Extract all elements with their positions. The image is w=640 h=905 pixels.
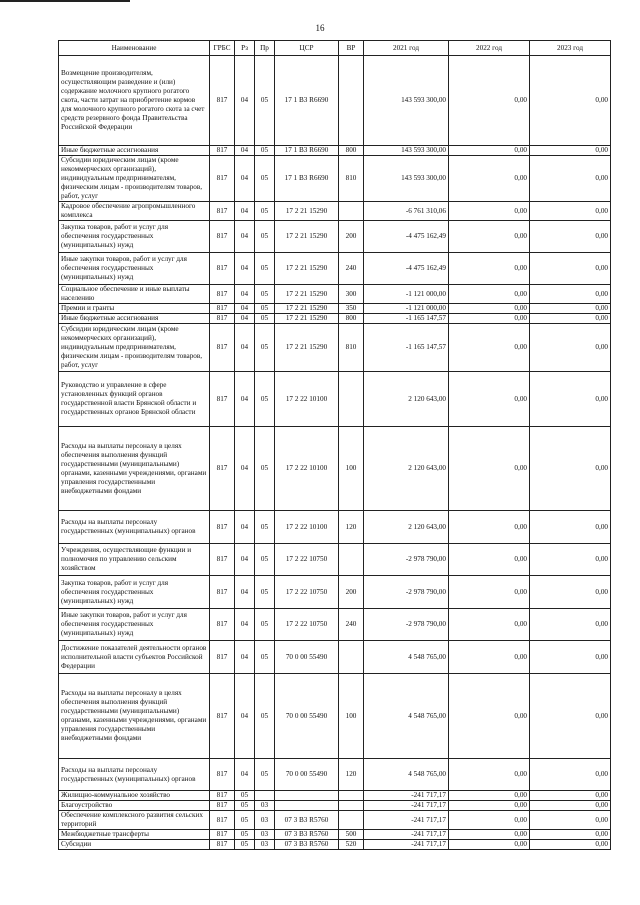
- row-amount-2021: 2 120 643,00: [364, 427, 449, 511]
- row-pr: [255, 791, 275, 801]
- row-name: Руководство и управление в сфере установленных функций органов государственной власти Брянской области и государственных органов Брянской области: [59, 372, 210, 427]
- row-pr: 05: [255, 156, 275, 202]
- row-pr: 03: [255, 801, 275, 811]
- row-csr: 17 2 21 15290: [275, 221, 339, 253]
- row-grbs: 817: [210, 156, 235, 202]
- row-amount-2022: 0,00: [449, 202, 530, 221]
- row-csr: 17 2 22 10100: [275, 372, 339, 427]
- row-amount-2022: 0,00: [449, 304, 530, 314]
- row-rz: 05: [235, 840, 255, 850]
- row-pr: 05: [255, 759, 275, 791]
- table-row: [59, 791, 611, 801]
- table-row: [59, 511, 611, 544]
- row-name: Иные бюджетные ассигнования: [59, 146, 210, 156]
- budget-table: [58, 40, 611, 850]
- row-name: Расходы на выплаты персоналу в целях обеспечения выполнения функций государственными (муниципальными) органами, казенными учреждениями, органами управления государственными внебюджетными фондами: [59, 674, 210, 759]
- row-amount-2021: -2 978 790,00: [364, 609, 449, 641]
- row-name: Расходы на выплаты персоналу государственных (муниципальных) органов: [59, 759, 210, 791]
- row-rz: 04: [235, 759, 255, 791]
- row-pr: 03: [255, 840, 275, 850]
- row-amount-2021: -1 165 147,57: [364, 324, 449, 372]
- row-vr: 520: [339, 840, 364, 850]
- row-pr: 05: [255, 253, 275, 285]
- row-amount-2021: 4 548 765,00: [364, 674, 449, 759]
- row-vr: 100: [339, 427, 364, 511]
- table-row: [59, 830, 611, 840]
- row-amount-2022: 0,00: [449, 801, 530, 811]
- row-name: Иные закупки товаров, работ и услуг для обеспечения государственных (муниципальных) нужд: [59, 609, 210, 641]
- row-vr: [339, 791, 364, 801]
- table-row: [59, 202, 611, 221]
- table-row: [59, 324, 611, 372]
- row-rz: 04: [235, 253, 255, 285]
- row-vr: [339, 56, 364, 146]
- row-amount-2023: 0,00: [530, 427, 611, 511]
- row-amount-2022: 0,00: [449, 314, 530, 324]
- row-amount-2021: -2 978 790,00: [364, 544, 449, 576]
- row-grbs: 817: [210, 427, 235, 511]
- row-grbs: 817: [210, 641, 235, 674]
- row-amount-2022: 0,00: [449, 221, 530, 253]
- row-amount-2022: 0,00: [449, 511, 530, 544]
- row-name: Премии и гранты: [59, 304, 210, 314]
- table-row: [59, 146, 611, 156]
- row-name: Расходы на выплаты персоналу государственных (муниципальных) органов: [59, 511, 210, 544]
- row-pr: 05: [255, 202, 275, 221]
- row-name: Благоустройство: [59, 801, 210, 811]
- table-row: [59, 641, 611, 674]
- row-grbs: 817: [210, 285, 235, 304]
- row-csr: 70 0 00 55490: [275, 641, 339, 674]
- row-amount-2021: -241 717,17: [364, 830, 449, 840]
- column-header: Наименование: [59, 41, 210, 56]
- row-csr: 17 2 22 10750: [275, 576, 339, 609]
- table-row: [59, 811, 611, 830]
- row-name: Возмещение производителям, осуществляющим разведение и (или) содержание молочного крупного рогатого скота, части затрат на приобретение кормов для молочного крупного рогатого скота за счет средств резервного фонда Правительства Российской Федерации: [59, 56, 210, 146]
- row-csr: 17 2 21 15290: [275, 202, 339, 221]
- row-amount-2022: 0,00: [449, 427, 530, 511]
- row-pr: 05: [255, 372, 275, 427]
- column-header: 2022 год: [449, 41, 530, 56]
- row-amount-2023: 0,00: [530, 544, 611, 576]
- row-amount-2022: 0,00: [449, 811, 530, 830]
- row-grbs: 817: [210, 304, 235, 314]
- row-csr: 17 2 21 15290: [275, 253, 339, 285]
- row-amount-2023: 0,00: [530, 674, 611, 759]
- row-amount-2021: 143 593 300,00: [364, 156, 449, 202]
- row-amount-2022: 0,00: [449, 759, 530, 791]
- row-grbs: 817: [210, 544, 235, 576]
- table-row: [59, 840, 611, 850]
- row-amount-2022: 0,00: [449, 674, 530, 759]
- row-amount-2021: -241 717,17: [364, 801, 449, 811]
- row-grbs: 817: [210, 314, 235, 324]
- row-name: Субсидии юридическим лицам (кроме некоммерческих организаций), индивидуальным предпринимателям, физическим лицам - производителям товаров, работ, услуг: [59, 324, 210, 372]
- table-header-row: [59, 41, 611, 56]
- column-header: ВР: [339, 41, 364, 56]
- row-csr: 17 1 B3 R6690: [275, 156, 339, 202]
- row-vr: [339, 372, 364, 427]
- row-vr: [339, 202, 364, 221]
- row-grbs: 817: [210, 56, 235, 146]
- row-amount-2022: 0,00: [449, 791, 530, 801]
- row-grbs: 817: [210, 511, 235, 544]
- row-amount-2023: 0,00: [530, 791, 611, 801]
- table-row: [59, 304, 611, 314]
- table-row: [59, 544, 611, 576]
- row-csr: [275, 791, 339, 801]
- row-rz: 04: [235, 324, 255, 372]
- row-grbs: 817: [210, 146, 235, 156]
- row-amount-2022: 0,00: [449, 830, 530, 840]
- row-amount-2023: 0,00: [530, 324, 611, 372]
- row-name: Социальное обеспечение и иные выплаты населению: [59, 285, 210, 304]
- row-name: Закупка товаров, работ и услуг для обеспечения государственных (муниципальных) нужд: [59, 221, 210, 253]
- row-name: Жилищно-коммунальное хозяйство: [59, 791, 210, 801]
- row-vr: 800: [339, 314, 364, 324]
- row-rz: 04: [235, 304, 255, 314]
- top-rule: [0, 0, 130, 2]
- row-amount-2022: 0,00: [449, 253, 530, 285]
- row-amount-2023: 0,00: [530, 840, 611, 850]
- row-csr: 17 2 21 15290: [275, 304, 339, 314]
- row-rz: 04: [235, 609, 255, 641]
- row-rz: 04: [235, 56, 255, 146]
- row-grbs: 817: [210, 372, 235, 427]
- row-vr: 500: [339, 830, 364, 840]
- row-amount-2023: 0,00: [530, 372, 611, 427]
- row-pr: 05: [255, 56, 275, 146]
- row-pr: 05: [255, 314, 275, 324]
- row-amount-2023: 0,00: [530, 576, 611, 609]
- row-amount-2021: -2 978 790,00: [364, 576, 449, 609]
- row-pr: 05: [255, 427, 275, 511]
- row-name: Кадровое обеспечение агропромышленного комплекса: [59, 202, 210, 221]
- row-amount-2021: -1 121 000,00: [364, 285, 449, 304]
- row-amount-2021: -1 165 147,57: [364, 314, 449, 324]
- row-amount-2023: 0,00: [530, 56, 611, 146]
- row-amount-2022: 0,00: [449, 641, 530, 674]
- row-vr: 810: [339, 324, 364, 372]
- row-csr: 07 3 B3 R5760: [275, 830, 339, 840]
- row-amount-2022: 0,00: [449, 372, 530, 427]
- row-pr: 05: [255, 304, 275, 314]
- table-row: [59, 56, 611, 146]
- row-pr: 05: [255, 221, 275, 253]
- row-vr: 350: [339, 304, 364, 314]
- row-amount-2023: 0,00: [530, 253, 611, 285]
- row-vr: 100: [339, 674, 364, 759]
- row-amount-2023: 0,00: [530, 146, 611, 156]
- table-row: [59, 221, 611, 253]
- row-rz: 04: [235, 146, 255, 156]
- row-grbs: 817: [210, 811, 235, 830]
- row-pr: 05: [255, 324, 275, 372]
- row-grbs: 817: [210, 840, 235, 850]
- row-rz: 04: [235, 285, 255, 304]
- row-name: Субсидии юридическим лицам (кроме некоммерческих организаций), индивидуальным предпринимателям, физическим лицам - производителям товаров, работ, услуг: [59, 156, 210, 202]
- row-amount-2023: 0,00: [530, 811, 611, 830]
- row-grbs: 817: [210, 576, 235, 609]
- row-rz: 04: [235, 372, 255, 427]
- row-amount-2022: 0,00: [449, 609, 530, 641]
- row-amount-2023: 0,00: [530, 830, 611, 840]
- row-vr: 200: [339, 576, 364, 609]
- table-row: [59, 372, 611, 427]
- row-grbs: 817: [210, 253, 235, 285]
- column-header: ЦСР: [275, 41, 339, 56]
- row-csr: 17 2 22 10100: [275, 511, 339, 544]
- row-amount-2021: -241 717,17: [364, 840, 449, 850]
- row-amount-2023: 0,00: [530, 801, 611, 811]
- row-csr: 17 2 21 15290: [275, 285, 339, 304]
- row-vr: 240: [339, 609, 364, 641]
- column-header: 2023 год: [530, 41, 611, 56]
- table-row: [59, 609, 611, 641]
- row-rz: 04: [235, 544, 255, 576]
- row-amount-2021: 2 120 643,00: [364, 372, 449, 427]
- row-amount-2022: 0,00: [449, 156, 530, 202]
- row-grbs: 817: [210, 324, 235, 372]
- table-row: [59, 156, 611, 202]
- row-name: Достижение показателей деятельности органов исполнительной власти субъектов Российской Федерации: [59, 641, 210, 674]
- row-amount-2023: 0,00: [530, 221, 611, 253]
- row-csr: 17 2 22 10100: [275, 427, 339, 511]
- row-name: Межбюджетные трансферты: [59, 830, 210, 840]
- row-rz: 05: [235, 811, 255, 830]
- row-pr: 05: [255, 511, 275, 544]
- row-amount-2021: -241 717,17: [364, 791, 449, 801]
- row-vr: [339, 641, 364, 674]
- row-csr: 70 0 00 55490: [275, 759, 339, 791]
- row-amount-2021: 4 548 765,00: [364, 759, 449, 791]
- row-amount-2023: 0,00: [530, 759, 611, 791]
- row-amount-2023: 0,00: [530, 202, 611, 221]
- column-header: Пр: [255, 41, 275, 56]
- row-amount-2022: 0,00: [449, 840, 530, 850]
- row-grbs: 817: [210, 830, 235, 840]
- row-csr: 17 2 21 15290: [275, 324, 339, 372]
- row-pr: 05: [255, 609, 275, 641]
- row-pr: 05: [255, 576, 275, 609]
- table-row: [59, 285, 611, 304]
- row-pr: 05: [255, 641, 275, 674]
- table-row: [59, 576, 611, 609]
- row-amount-2022: 0,00: [449, 285, 530, 304]
- row-amount-2023: 0,00: [530, 641, 611, 674]
- table-row: [59, 253, 611, 285]
- row-csr: 17 2 22 10750: [275, 609, 339, 641]
- row-amount-2021: -4 475 162,49: [364, 253, 449, 285]
- row-vr: 300: [339, 285, 364, 304]
- row-amount-2021: 143 593 300,00: [364, 56, 449, 146]
- row-csr: 70 0 00 55490: [275, 674, 339, 759]
- row-rz: 04: [235, 641, 255, 674]
- row-amount-2022: 0,00: [449, 576, 530, 609]
- row-rz: 04: [235, 156, 255, 202]
- row-amount-2023: 0,00: [530, 304, 611, 314]
- row-rz: 04: [235, 221, 255, 253]
- row-vr: 800: [339, 146, 364, 156]
- row-csr: 17 1 B3 R6690: [275, 56, 339, 146]
- row-vr: 200: [339, 221, 364, 253]
- row-amount-2021: -6 761 310,06: [364, 202, 449, 221]
- row-grbs: 817: [210, 801, 235, 811]
- column-header: 2021 год: [364, 41, 449, 56]
- row-amount-2023: 0,00: [530, 285, 611, 304]
- column-header: Рз: [235, 41, 255, 56]
- row-grbs: 817: [210, 609, 235, 641]
- row-pr: 05: [255, 674, 275, 759]
- row-name: Обеспечение комплексного развития сельских территорий: [59, 811, 210, 830]
- row-csr: 17 2 22 10750: [275, 544, 339, 576]
- row-amount-2022: 0,00: [449, 56, 530, 146]
- row-vr: 810: [339, 156, 364, 202]
- table-row: [59, 314, 611, 324]
- row-rz: 05: [235, 801, 255, 811]
- row-pr: 05: [255, 544, 275, 576]
- row-amount-2021: -1 121 000,00: [364, 304, 449, 314]
- row-rz: 05: [235, 791, 255, 801]
- table-row: [59, 427, 611, 511]
- row-grbs: 817: [210, 221, 235, 253]
- row-grbs: 817: [210, 202, 235, 221]
- row-grbs: 817: [210, 759, 235, 791]
- row-amount-2022: 0,00: [449, 544, 530, 576]
- row-pr: 05: [255, 146, 275, 156]
- row-amount-2021: 2 120 643,00: [364, 511, 449, 544]
- row-rz: 05: [235, 830, 255, 840]
- row-amount-2021: 4 548 765,00: [364, 641, 449, 674]
- page-number: 16: [315, 23, 325, 33]
- row-vr: [339, 811, 364, 830]
- row-pr: 05: [255, 285, 275, 304]
- row-csr: 07 3 B3 R5760: [275, 811, 339, 830]
- table-row: [59, 674, 611, 759]
- row-name: Иные закупки товаров, работ и услуг для обеспечения государственных (муниципальных) нужд: [59, 253, 210, 285]
- row-csr: 17 2 21 15290: [275, 314, 339, 324]
- row-pr: 03: [255, 811, 275, 830]
- row-name: Субсидии: [59, 840, 210, 850]
- row-csr: [275, 801, 339, 811]
- row-vr: [339, 801, 364, 811]
- row-name: Учреждения, осуществляющие функции и полномочия по управлению сельским хозяйством: [59, 544, 210, 576]
- row-amount-2021: 143 593 300,00: [364, 146, 449, 156]
- row-rz: 04: [235, 314, 255, 324]
- row-amount-2021: -4 475 162,49: [364, 221, 449, 253]
- row-amount-2022: 0,00: [449, 146, 530, 156]
- row-amount-2021: -241 717,17: [364, 811, 449, 830]
- row-vr: 120: [339, 511, 364, 544]
- row-amount-2023: 0,00: [530, 156, 611, 202]
- row-grbs: 817: [210, 674, 235, 759]
- row-rz: 04: [235, 427, 255, 511]
- row-amount-2022: 0,00: [449, 324, 530, 372]
- row-rz: 04: [235, 202, 255, 221]
- row-rz: 04: [235, 674, 255, 759]
- row-grbs: 817: [210, 791, 235, 801]
- row-name: Иные бюджетные ассигнования: [59, 314, 210, 324]
- row-csr: 17 1 B3 R6690: [275, 146, 339, 156]
- row-name: Закупка товаров, работ и услуг для обеспечения государственных (муниципальных) нужд: [59, 576, 210, 609]
- table-row: [59, 759, 611, 791]
- row-amount-2023: 0,00: [530, 609, 611, 641]
- column-header: ГРБС: [210, 41, 235, 56]
- table-row: [59, 801, 611, 811]
- row-rz: 04: [235, 511, 255, 544]
- row-vr: [339, 544, 364, 576]
- row-amount-2023: 0,00: [530, 314, 611, 324]
- row-pr: 03: [255, 830, 275, 840]
- row-amount-2023: 0,00: [530, 511, 611, 544]
- row-name: Расходы на выплаты персоналу в целях обеспечения выполнения функций государственными (муниципальными) органами, казенными учреждениями, органами управления государственными внебюджетными фондами: [59, 427, 210, 511]
- row-vr: 240: [339, 253, 364, 285]
- row-vr: 120: [339, 759, 364, 791]
- row-csr: 07 3 B3 R5760: [275, 840, 339, 850]
- row-rz: 04: [235, 576, 255, 609]
